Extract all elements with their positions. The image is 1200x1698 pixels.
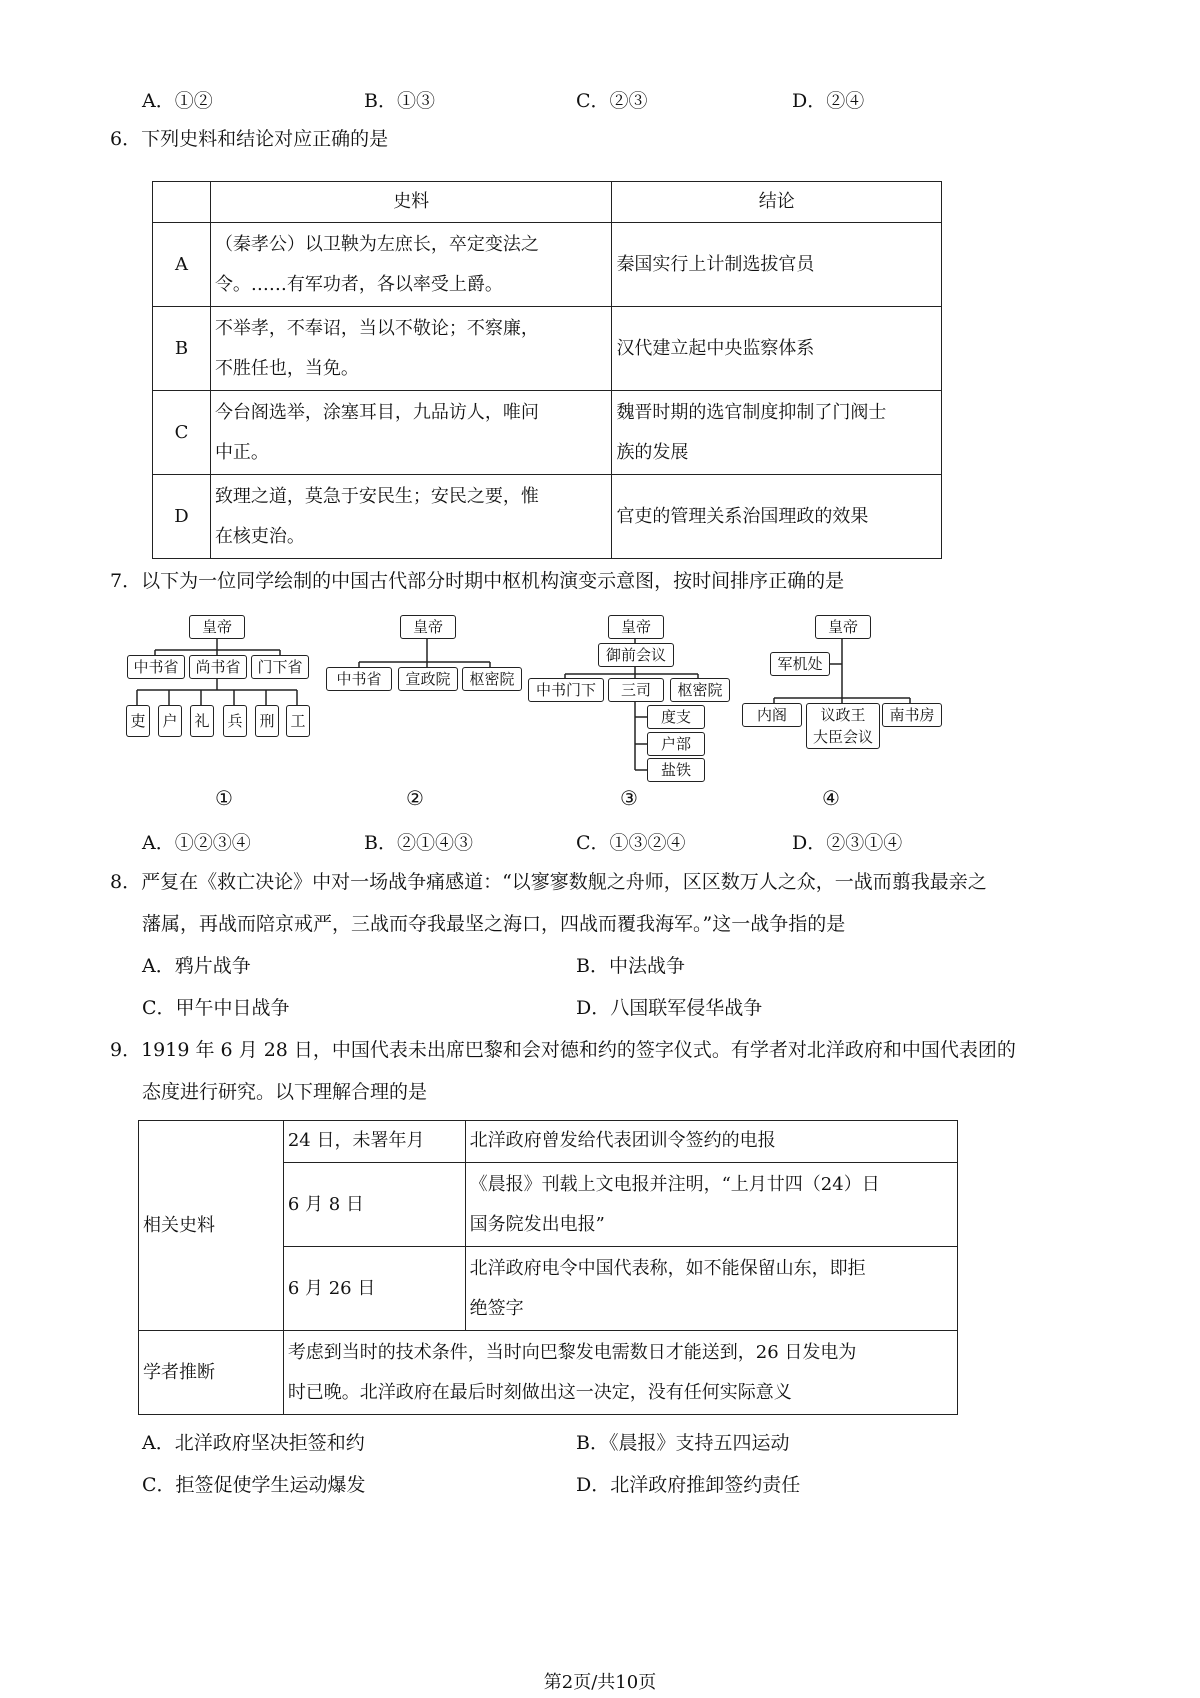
q9-stem-line1: 9．1919 年 6 月 28 日，中国代表未出席巴黎和会对德和约的签字仪式。有学者对北洋政府和中国代表团的 <box>110 1039 1016 1061</box>
q9-judgment-text: 考虑到当时的技术条件，当时向巴黎发电需数日才能送到，26 日发电为 <box>287 1341 857 1363</box>
q9-material-text: 《晨报》刊载上文电报并注明，“上月廿四（24）日 <box>469 1173 880 1195</box>
q5-option-c: C．②③ <box>576 90 648 112</box>
q7-d1-ministry-box: 刑 <box>255 705 279 737</box>
q6-material: 今台阁选举，涂塞耳目，九品访人，唯问 <box>214 401 539 423</box>
q9-material-text: 国务院发出电报” <box>469 1213 605 1235</box>
q6-material: 在核吏治。 <box>214 525 305 547</box>
q8-option-b: B．中法战争 <box>576 955 685 977</box>
q7-d1-menxia-box: 门下省 <box>251 655 309 679</box>
q9-material-text: 北洋政府曾发给代表团训令签约的电报 <box>469 1130 776 1151</box>
q9-label-material: 相关史料 <box>139 1121 284 1331</box>
q7-d4-emperor-box: 皇帝 <box>815 615 871 639</box>
q7-d3-zhongshumenxia-box: 中书门下 <box>528 678 604 702</box>
q8-option-d: D．八国联军侵华战争 <box>576 997 763 1019</box>
q7-d4-yizheng-line2: 大臣会议 <box>812 728 873 746</box>
q8-option-a: A．鸦片战争 <box>142 955 251 977</box>
q9-judgment-text: 时已晚。北洋政府在最后时刻做出这一决定，没有任何实际意义 <box>287 1381 792 1403</box>
q9-table <box>138 1120 958 1415</box>
q7-d3-hubu-box: 户部 <box>647 732 705 756</box>
q7-option-d: D．②③①④ <box>792 832 903 854</box>
q6-header-conclusion: 结论 <box>612 182 942 223</box>
q6-material: （秦孝公）以卫鞅为左庶长，卒定变法之 <box>214 233 539 255</box>
q9-option-a: A．北洋政府坚决拒签和约 <box>142 1432 365 1454</box>
q9-date: 6 月 26 日 <box>283 1247 465 1331</box>
q8-stem-line1: 8．严复在《救亡决论》中对一场战争痛感道：“以寥寥数舰之舟师，区区数万人之众，一战而翦我最亲之 <box>110 871 987 893</box>
q8-option-c: C．甲午中日战争 <box>142 997 290 1019</box>
q7-d2-number: ② <box>406 786 424 810</box>
table-row <box>153 307 942 391</box>
q5-option-d: D．②④ <box>792 90 865 112</box>
q7-d1-ministry-box: 工 <box>286 705 310 737</box>
q7-d1-ministry-box: 户 <box>158 705 182 737</box>
q7-d2-xuanzheng-box: 宣政院 <box>398 667 458 691</box>
page-footer: 第2页/共10页 <box>543 1672 657 1693</box>
q7-d1-shangshu-box: 尚书省 <box>189 655 247 679</box>
q6-conclusion: 魏晋时期的选官制度抑制了门阀士 <box>616 401 887 423</box>
q6-row-label: A <box>153 223 211 307</box>
table-row <box>153 475 942 559</box>
q7-d3-sansi-box: 三司 <box>608 678 664 702</box>
q6-row-label: C <box>153 391 211 475</box>
q6-material: 令。……有军功者，各以率受上爵。 <box>214 273 503 295</box>
q7-stem: 7．以下为一位同学绘制的中国古代部分时期中枢机构演变示意图，按时间排序正确的是 <box>110 570 845 592</box>
q9-option-c: C．拒签促使学生运动爆发 <box>142 1474 366 1496</box>
table-row <box>139 1121 958 1163</box>
q7-d4-yizheng-line1: 议政王 <box>820 706 866 724</box>
q7-d3-number: ③ <box>620 786 638 810</box>
q6-material: 不胜任也，当免。 <box>214 357 359 379</box>
q6-header-material: 史料 <box>210 182 612 223</box>
q7-d1-ministry-box: 兵 <box>223 705 247 737</box>
table-row <box>153 391 942 475</box>
q6-material: 不举孝，不奉诏，当以不敬论；不察廉， <box>214 317 539 339</box>
q6-conclusion: 秦国实行上计制选拔官员 <box>616 253 815 275</box>
q9-label-judgment: 学者推断 <box>139 1331 284 1415</box>
q5-option-b: B．①③ <box>364 90 435 112</box>
q7-d3-council-box: 御前会议 <box>598 643 674 667</box>
q7-d3-shumi-box: 枢密院 <box>670 678 730 702</box>
q6-material: 中正。 <box>214 441 269 463</box>
table-row <box>139 1331 958 1415</box>
q6-material: 致理之道，莫急于安民生；安民之要，惟 <box>214 485 539 507</box>
q7-d3-yantie-box: 盐铁 <box>647 758 705 782</box>
q7-d4-neige-box: 内阁 <box>742 703 802 727</box>
q6-row-label: D <box>153 475 211 559</box>
q7-d4-number: ④ <box>822 786 840 810</box>
q5-option-a: A．①② <box>142 90 213 112</box>
q7-d1-emperor-box: 皇帝 <box>189 615 245 639</box>
q6-conclusion: 族的发展 <box>616 441 689 463</box>
q7-d4-junjichu-box: 军机处 <box>770 652 830 676</box>
q6-conclusion: 官吏的管理关系治国理政的效果 <box>616 505 869 527</box>
q7-d2-zhongshu-box: 中书省 <box>326 667 392 691</box>
q9-date: 6 月 8 日 <box>283 1163 465 1247</box>
q7-option-a: A．①②③④ <box>142 832 251 854</box>
q7-d4-nanshufang-box: 南书房 <box>882 703 942 727</box>
q9-option-d: D．北洋政府推卸签约责任 <box>576 1474 801 1496</box>
q7-d2-shumi-box: 枢密院 <box>462 667 522 691</box>
q9-stem-line2: 态度进行研究。以下理解合理的是 <box>142 1081 428 1103</box>
q7-d1-ministry-box: 吏 <box>126 705 150 737</box>
q7-d3-emperor-box: 皇帝 <box>608 615 664 639</box>
q7-d1-zhongshu-box: 中书省 <box>127 655 185 679</box>
q7-d2-emperor-box: 皇帝 <box>400 615 456 639</box>
q7-d1-ministry-box: 礼 <box>190 705 214 737</box>
q7-d4-yizheng-box <box>806 703 880 749</box>
q9-material-text: 绝签字 <box>469 1297 524 1319</box>
q9-material-text: 北洋政府电令中国代表称，如不能保留山东，即拒 <box>469 1257 866 1279</box>
q6-conclusion: 汉代建立起中央监察体系 <box>616 337 815 359</box>
q7-d3-duzhi-box: 度支 <box>647 705 705 729</box>
q7-d1-number: ① <box>215 786 233 810</box>
q6-row-label: B <box>153 307 211 391</box>
q8-stem-line2: 藩属，再战而陪京戒严，三战而夺我最坚之海口，四战而覆我海军。”这一战争指的是 <box>142 913 846 935</box>
q9-option-b: B．《晨报》支持五四运动 <box>576 1432 790 1454</box>
q7-option-c: C．①③②④ <box>576 832 686 854</box>
q6-stem: 6．下列史料和结论对应正确的是 <box>110 128 389 150</box>
q9-date: 24 日，未署年月 <box>283 1121 465 1163</box>
q7-option-b: B．②①④③ <box>364 832 473 854</box>
table-row <box>153 223 942 307</box>
q6-table <box>152 181 942 559</box>
